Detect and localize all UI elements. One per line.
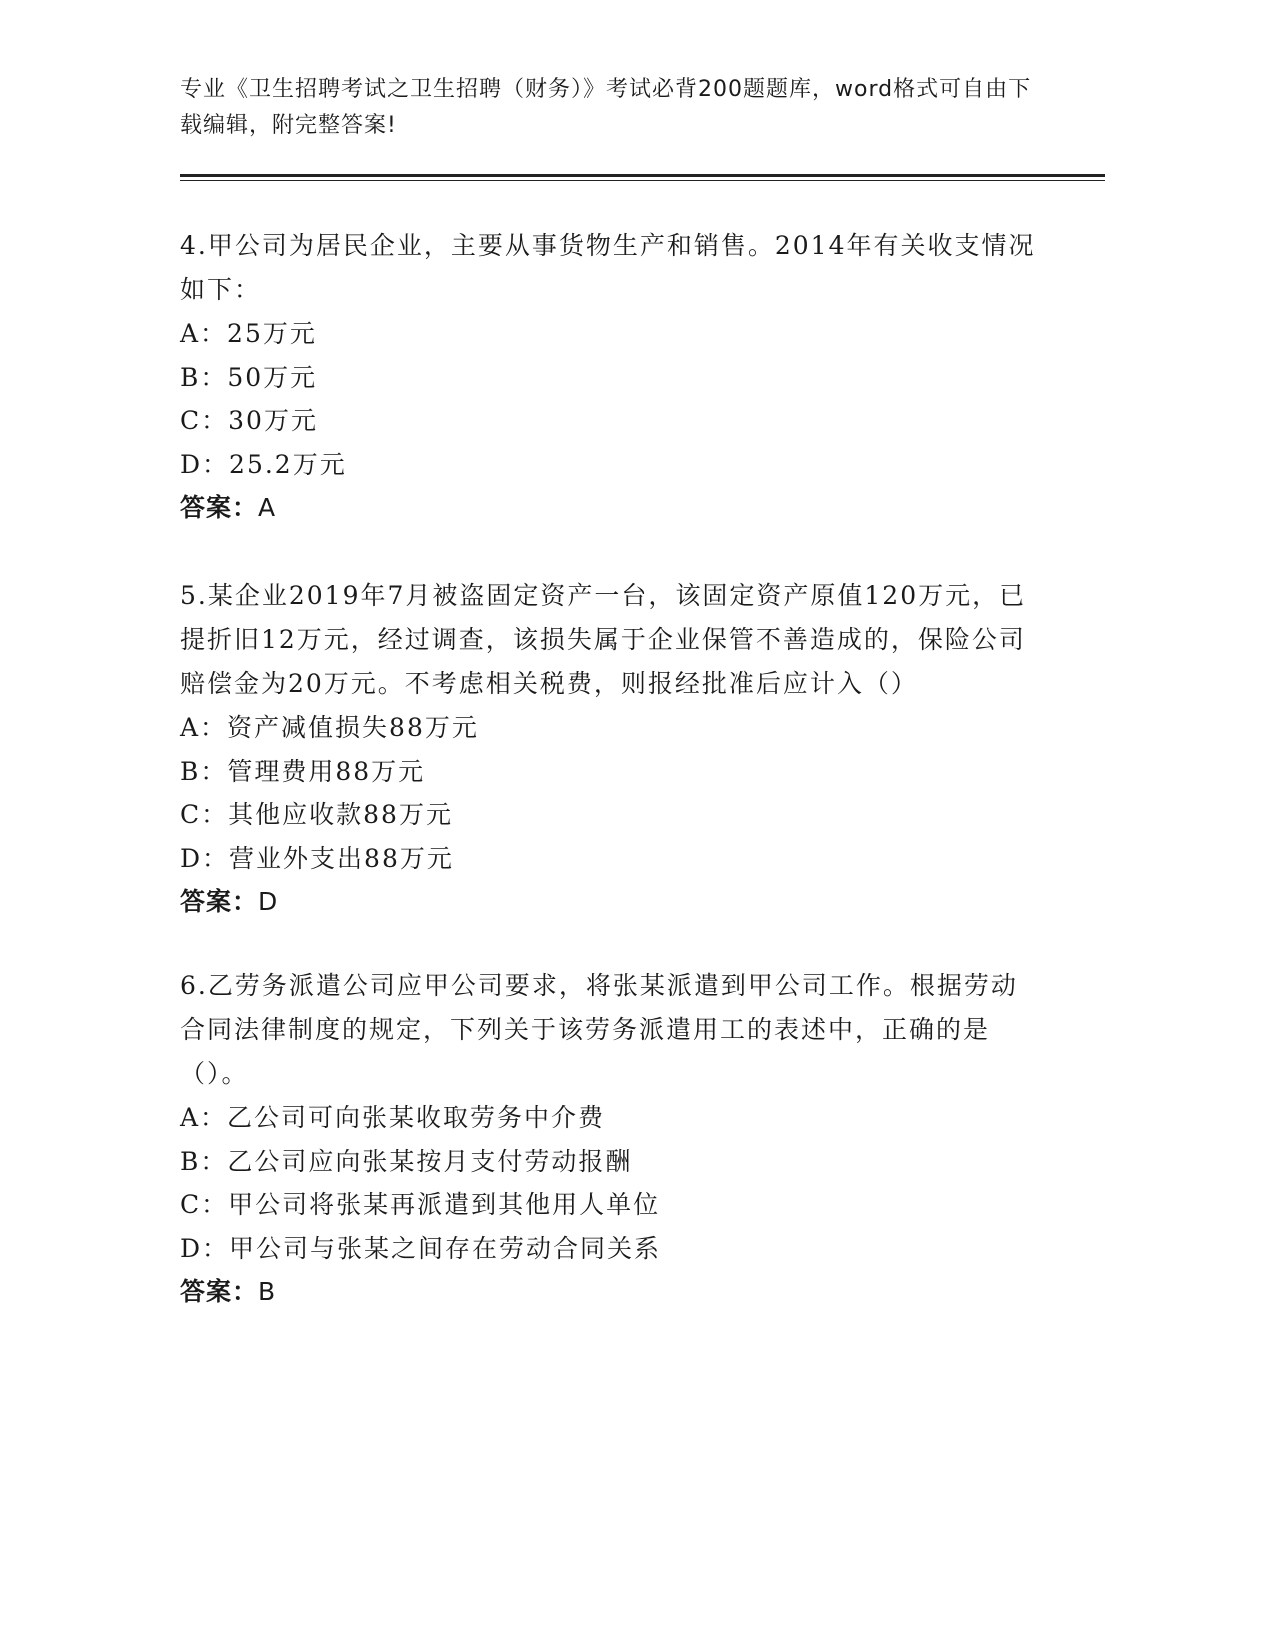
option-a: A：乙公司可向张某收取劳务中介费 xyxy=(180,1103,606,1132)
option-d: D：25.2万元 xyxy=(180,449,347,479)
answer-label: 答案： xyxy=(180,1277,259,1307)
option-c: C：其他应收款88万元 xyxy=(180,800,453,830)
option-d: D：甲公司与张某之间存在劳动合同关系 xyxy=(180,1233,662,1263)
option-a: A：资产减值损失88万元 xyxy=(180,713,479,742)
header-divider-thick xyxy=(180,174,1105,177)
document-header: 专业《卫生招聘考试之卫生招聘（财务）》考试必背200题题库，word格式可自由下载编辑，附完整答案! xyxy=(180,77,1032,138)
option-b: B：50万元 xyxy=(180,362,318,392)
question-stem: 5.某企业2019年7月被盗固定资产一台，该固定资产原值120万元，已提折旧12万元，经过调查，该损失属于企业保管不善造成的，保险公司赔偿金为20万元。不考虑相关税费，则报经批准后应计入（） xyxy=(180,581,1027,698)
answer-label: 答案： xyxy=(180,887,259,917)
answer-value: B xyxy=(258,1277,277,1307)
answer-line xyxy=(180,1270,1040,1314)
question-stem: 6.乙劳务派遣公司应甲公司要求，将张某派遣到甲公司工作。根据劳动合同法律制度的规定，下列关于该劳务派遣用工的表述中，正确的是（）。 xyxy=(180,971,1018,1088)
answer-line xyxy=(180,486,1040,530)
option-a: A：25万元 xyxy=(180,319,317,348)
header-divider-thin xyxy=(180,180,1105,181)
option-c: C：30万元 xyxy=(180,406,318,436)
question-5 xyxy=(180,574,1040,924)
option-b: B：乙公司应向张某按月支付劳动报酬 xyxy=(180,1146,633,1176)
question-6 xyxy=(180,964,1040,1314)
answer-label: 答案： xyxy=(180,493,259,523)
answer-line xyxy=(180,880,1040,924)
question-stem: 4.甲公司为居民企业，主要从事货物生产和销售。2014年有关收支情况如下： xyxy=(180,231,1036,304)
answer-value: D xyxy=(258,887,279,917)
question-4 xyxy=(180,224,1040,530)
option-c: C：甲公司将张某再派遣到其他用人单位 xyxy=(180,1190,661,1220)
option-b: B：管理费用88万元 xyxy=(180,756,426,786)
option-d: D：营业外支出88万元 xyxy=(180,843,454,873)
answer-value: A xyxy=(258,493,277,523)
